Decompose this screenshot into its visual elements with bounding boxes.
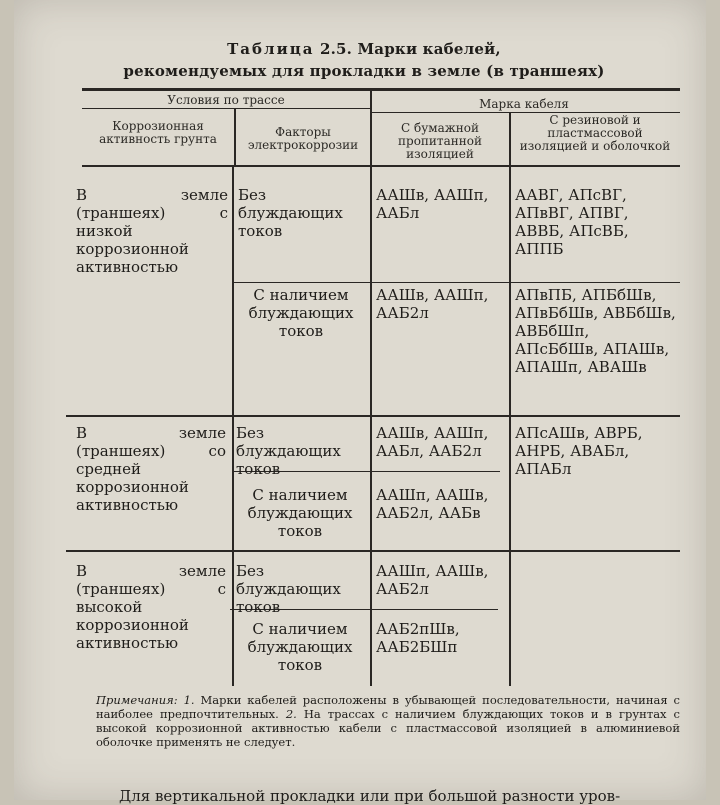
table-title-prefix: Таблица [227,40,315,58]
book-page [14,0,706,805]
table-title-number: 2.5. Марки кабелей, [314,40,501,58]
body-text-continuation: Для вертикальной прокладки или при большой разности уров- [119,787,621,805]
note1-text: Марки кабелей расположены в убывающей последовательности, начиная с наиболее предпочтительных. [96,693,680,721]
row1-without-rubber: ААВГ, АПсВГ, АПвВГ, АПВГ, АВВБ, АПсВБ, АППБ [515,186,629,258]
row2-rubber: АПсАШв, АВРБ, АНРБ, АВАБл, АПАБл [515,424,643,478]
row3-with-paper: ААБ2пШв, ААБ2БШп [376,620,460,656]
col-rubber-left [509,112,511,686]
col-factor-left-header [234,108,236,165]
header-electrocorrosion: Факторы электрокоррозии [247,125,359,152]
row3-without-label: Без блуждающих токов [236,562,341,616]
row2-with-label: С наличием блуждающих токов [247,486,353,540]
table-subtitle: рекомендуемых для прокладки в земле (в траншеях) [123,62,605,80]
row3-condition: В земле (траншеях) с высокой коррозионной активностью [76,562,226,652]
row1-with-label: С наличием блуждающих токов [248,286,354,340]
note2-number: 2. [285,707,297,721]
row1-split-rule [234,282,680,283]
col-factor-left [232,167,234,686]
note2-text: На трассах с наличием блуждающих токов и в грунтах с высокой коррозионной активностью кабели с пластмассовой изоляцией в алюминиевой оболочке применять не следует. [96,707,681,749]
row2-condition: В земле (траншеях) со средней коррозионной активностью [76,424,226,514]
row3-with-label: С наличием блуждающих токов [247,620,353,674]
row2-bottom-rule [66,550,680,552]
row1-with-paper: ААШв, ААШп, ААБ2л [376,286,489,322]
header-bottom-rule [82,165,680,167]
row1-without-paper: ААШв, ААШп, ААБл [376,186,489,222]
row1-with-rubber: АПвПБ, АПБбШв, АПвБбШв, АВБбШв, АВБбШп, АПсБбШв, АПАШв, АПАШп, АВАШв [515,286,676,376]
header-corrosion: Коррозионная активность грунта [99,119,217,146]
header-conditions: Условия по трассе [167,93,285,107]
row1-condition: В земле (траншеях) с низкой коррозионной активностью [76,186,228,276]
table-title [74,40,654,58]
header-rubber: С резиновой и пластмассовой изоляцией и оболочкой [519,113,671,153]
header-cable-grade: Марка кабеля [479,97,569,111]
table-notes [96,693,680,749]
conditions-underline [82,108,370,109]
row3-without-paper: ААШп, ААШв, ААБ2л [376,562,489,598]
row2-without-paper: ААШв, ААШп, ААБл, ААБ2л [376,424,489,460]
row2-without-label: Без блуждающих токов [236,424,341,478]
note1-number: 1. [183,693,195,707]
notes-label: Примечания: [96,693,178,707]
col-paper-left [370,90,372,686]
row1-bottom-rule [66,415,680,417]
top-rule [82,88,680,91]
row2-with-paper: ААШп, ААШв, ААБ2л, ААБв [376,486,489,522]
row1-without-label: Без блуждающих токов [238,186,343,240]
header-paper: С бумажной пропитанной изоляцией [398,121,482,161]
